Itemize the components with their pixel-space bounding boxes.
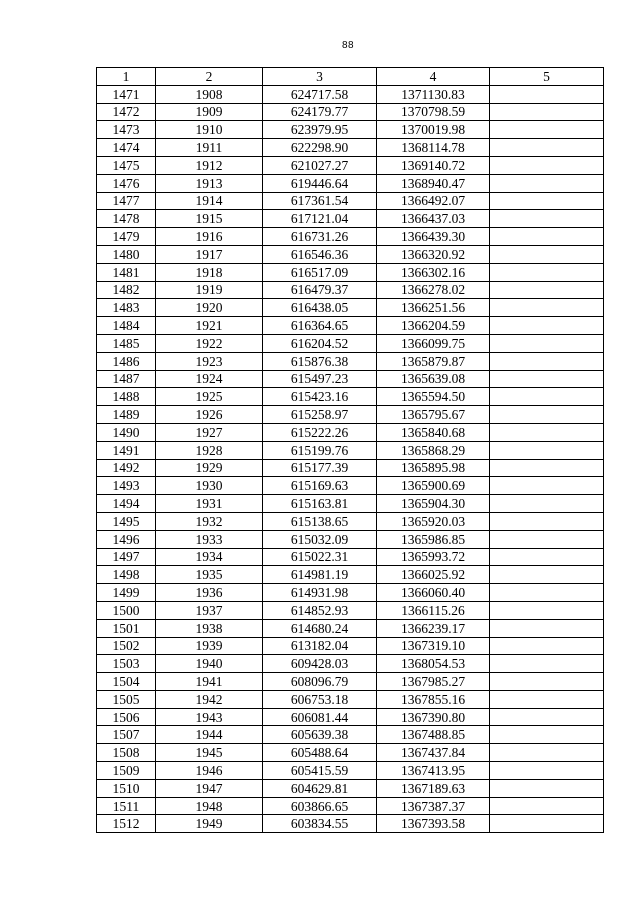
x-coordinate-cell: 616479.37 — [263, 281, 377, 299]
y-coordinate-cell: 1366320.92 — [377, 245, 490, 263]
table-row — [97, 495, 604, 513]
note-cell — [490, 797, 604, 815]
point-number-cell: 1949 — [156, 815, 263, 833]
row-index-cell: 1486 — [97, 352, 156, 370]
table-row — [97, 228, 604, 246]
table-row — [97, 566, 604, 584]
x-coordinate-cell: 614931.98 — [263, 584, 377, 602]
note-cell — [490, 637, 604, 655]
point-number-cell: 1940 — [156, 655, 263, 673]
y-coordinate-cell: 1370019.98 — [377, 121, 490, 139]
x-coordinate-cell: 605488.64 — [263, 744, 377, 762]
y-coordinate-cell: 1365993.72 — [377, 548, 490, 566]
row-index-cell: 1489 — [97, 406, 156, 424]
point-number-cell: 1915 — [156, 210, 263, 228]
table-row — [97, 210, 604, 228]
note-cell — [490, 566, 604, 584]
row-index-cell: 1488 — [97, 388, 156, 406]
note-cell — [490, 512, 604, 530]
column-header-2: 2 — [156, 68, 263, 86]
point-number-cell: 1946 — [156, 762, 263, 780]
note-cell — [490, 281, 604, 299]
point-number-cell: 1922 — [156, 334, 263, 352]
x-coordinate-cell: 609428.03 — [263, 655, 377, 673]
point-number-cell: 1929 — [156, 459, 263, 477]
point-number-cell: 1908 — [156, 85, 263, 103]
x-coordinate-cell: 615169.63 — [263, 477, 377, 495]
point-number-cell: 1928 — [156, 441, 263, 459]
note-cell — [490, 406, 604, 424]
x-coordinate-cell: 615222.26 — [263, 423, 377, 441]
y-coordinate-cell: 1365840.68 — [377, 423, 490, 441]
point-number-cell: 1938 — [156, 619, 263, 637]
x-coordinate-cell: 615177.39 — [263, 459, 377, 477]
x-coordinate-cell: 616364.65 — [263, 317, 377, 335]
y-coordinate-cell: 1366302.16 — [377, 263, 490, 281]
note-cell — [490, 779, 604, 797]
x-coordinate-cell: 617361.54 — [263, 192, 377, 210]
x-coordinate-cell: 623979.95 — [263, 121, 377, 139]
x-coordinate-cell: 606753.18 — [263, 690, 377, 708]
table-row — [97, 673, 604, 691]
y-coordinate-cell: 1365795.67 — [377, 406, 490, 424]
note-cell — [490, 441, 604, 459]
note-cell — [490, 299, 604, 317]
row-index-cell: 1512 — [97, 815, 156, 833]
note-cell — [490, 690, 604, 708]
table-row — [97, 459, 604, 477]
y-coordinate-cell: 1365895.98 — [377, 459, 490, 477]
y-coordinate-cell: 1365879.87 — [377, 352, 490, 370]
row-index-cell: 1494 — [97, 495, 156, 513]
point-number-cell: 1914 — [156, 192, 263, 210]
x-coordinate-cell: 615497.23 — [263, 370, 377, 388]
point-number-cell: 1934 — [156, 548, 263, 566]
note-cell — [490, 495, 604, 513]
y-coordinate-cell: 1368940.47 — [377, 174, 490, 192]
row-index-cell: 1479 — [97, 228, 156, 246]
x-coordinate-cell: 615138.65 — [263, 512, 377, 530]
note-cell — [490, 762, 604, 780]
row-index-cell: 1496 — [97, 530, 156, 548]
row-index-cell: 1511 — [97, 797, 156, 815]
table-row — [97, 619, 604, 637]
note-cell — [490, 334, 604, 352]
note-cell — [490, 245, 604, 263]
point-number-cell: 1921 — [156, 317, 263, 335]
table-row — [97, 548, 604, 566]
point-number-cell: 1924 — [156, 370, 263, 388]
point-number-cell: 1943 — [156, 708, 263, 726]
x-coordinate-cell: 606081.44 — [263, 708, 377, 726]
point-number-cell: 1920 — [156, 299, 263, 317]
note-cell — [490, 744, 604, 762]
table-row — [97, 512, 604, 530]
row-index-cell: 1508 — [97, 744, 156, 762]
note-cell — [490, 388, 604, 406]
note-cell — [490, 459, 604, 477]
note-cell — [490, 352, 604, 370]
note-cell — [490, 174, 604, 192]
table-row — [97, 103, 604, 121]
row-index-cell: 1482 — [97, 281, 156, 299]
row-index-cell: 1481 — [97, 263, 156, 281]
point-number-cell: 1927 — [156, 423, 263, 441]
y-coordinate-cell: 1366251.56 — [377, 299, 490, 317]
x-coordinate-cell: 615022.31 — [263, 548, 377, 566]
note-cell — [490, 708, 604, 726]
column-header-5: 5 — [490, 68, 604, 86]
row-index-cell: 1505 — [97, 690, 156, 708]
table-row — [97, 156, 604, 174]
table-row — [97, 601, 604, 619]
row-index-cell: 1509 — [97, 762, 156, 780]
point-number-cell: 1923 — [156, 352, 263, 370]
x-coordinate-cell: 614981.19 — [263, 566, 377, 584]
x-coordinate-cell: 616204.52 — [263, 334, 377, 352]
point-number-cell: 1942 — [156, 690, 263, 708]
y-coordinate-cell: 1370798.59 — [377, 103, 490, 121]
row-index-cell: 1471 — [97, 85, 156, 103]
x-coordinate-cell: 615163.81 — [263, 495, 377, 513]
table-row — [97, 815, 604, 833]
y-coordinate-cell: 1365986.85 — [377, 530, 490, 548]
row-index-cell: 1490 — [97, 423, 156, 441]
row-index-cell: 1487 — [97, 370, 156, 388]
y-coordinate-cell: 1365900.69 — [377, 477, 490, 495]
row-index-cell: 1495 — [97, 512, 156, 530]
point-number-cell: 1909 — [156, 103, 263, 121]
point-number-cell: 1937 — [156, 601, 263, 619]
y-coordinate-cell: 1367189.63 — [377, 779, 490, 797]
point-number-cell: 1945 — [156, 744, 263, 762]
table-row — [97, 281, 604, 299]
table-row — [97, 317, 604, 335]
row-index-cell: 1473 — [97, 121, 156, 139]
column-header-3: 3 — [263, 68, 377, 86]
row-index-cell: 1480 — [97, 245, 156, 263]
y-coordinate-cell: 1366204.59 — [377, 317, 490, 335]
x-coordinate-cell: 624179.77 — [263, 103, 377, 121]
x-coordinate-cell: 615032.09 — [263, 530, 377, 548]
y-coordinate-cell: 1366239.17 — [377, 619, 490, 637]
y-coordinate-cell: 1366115.26 — [377, 601, 490, 619]
row-index-cell: 1491 — [97, 441, 156, 459]
point-number-cell: 1916 — [156, 228, 263, 246]
y-coordinate-cell: 1367985.27 — [377, 673, 490, 691]
y-coordinate-cell: 1367855.16 — [377, 690, 490, 708]
y-coordinate-cell: 1371130.83 — [377, 85, 490, 103]
point-number-cell: 1933 — [156, 530, 263, 548]
table-row — [97, 655, 604, 673]
note-cell — [490, 673, 604, 691]
table-row — [97, 192, 604, 210]
note-cell — [490, 139, 604, 157]
x-coordinate-cell: 619446.64 — [263, 174, 377, 192]
point-number-cell: 1911 — [156, 139, 263, 157]
y-coordinate-cell: 1367488.85 — [377, 726, 490, 744]
x-coordinate-cell: 624717.58 — [263, 85, 377, 103]
note-cell — [490, 263, 604, 281]
note-cell — [490, 477, 604, 495]
y-coordinate-cell: 1368114.78 — [377, 139, 490, 157]
point-number-cell: 1910 — [156, 121, 263, 139]
row-index-cell: 1506 — [97, 708, 156, 726]
point-number-cell: 1917 — [156, 245, 263, 263]
point-number-cell: 1926 — [156, 406, 263, 424]
note-cell — [490, 548, 604, 566]
note-cell — [490, 370, 604, 388]
row-index-cell: 1483 — [97, 299, 156, 317]
note-cell — [490, 121, 604, 139]
note-cell — [490, 584, 604, 602]
table-row — [97, 744, 604, 762]
y-coordinate-cell: 1367390.80 — [377, 708, 490, 726]
note-cell — [490, 228, 604, 246]
table-row — [97, 174, 604, 192]
point-number-cell: 1932 — [156, 512, 263, 530]
note-cell — [490, 655, 604, 673]
table-row — [97, 245, 604, 263]
y-coordinate-cell: 1368054.53 — [377, 655, 490, 673]
table-row — [97, 352, 604, 370]
row-index-cell: 1504 — [97, 673, 156, 691]
table-row — [97, 121, 604, 139]
row-index-cell: 1478 — [97, 210, 156, 228]
x-coordinate-cell: 616546.36 — [263, 245, 377, 263]
page-number: 88 — [341, 40, 355, 51]
point-number-cell: 1944 — [156, 726, 263, 744]
point-number-cell: 1948 — [156, 797, 263, 815]
note-cell — [490, 103, 604, 121]
x-coordinate-cell: 603834.55 — [263, 815, 377, 833]
note-cell — [490, 317, 604, 335]
x-coordinate-cell: 615876.38 — [263, 352, 377, 370]
table-row — [97, 779, 604, 797]
y-coordinate-cell: 1367413.95 — [377, 762, 490, 780]
table-row — [97, 263, 604, 281]
y-coordinate-cell: 1366439.30 — [377, 228, 490, 246]
y-coordinate-cell: 1367393.58 — [377, 815, 490, 833]
table-row — [97, 441, 604, 459]
point-number-cell: 1936 — [156, 584, 263, 602]
row-index-cell: 1474 — [97, 139, 156, 157]
table-header-row — [97, 68, 604, 86]
note-cell — [490, 423, 604, 441]
table-row — [97, 530, 604, 548]
table-row — [97, 299, 604, 317]
x-coordinate-cell: 615199.76 — [263, 441, 377, 459]
point-number-cell: 1930 — [156, 477, 263, 495]
y-coordinate-cell: 1366099.75 — [377, 334, 490, 352]
row-index-cell: 1501 — [97, 619, 156, 637]
x-coordinate-cell: 605639.38 — [263, 726, 377, 744]
row-index-cell: 1477 — [97, 192, 156, 210]
note-cell — [490, 619, 604, 637]
y-coordinate-cell: 1365904.30 — [377, 495, 490, 513]
table-body — [97, 85, 604, 832]
table-row — [97, 477, 604, 495]
table-row — [97, 726, 604, 744]
row-index-cell: 1498 — [97, 566, 156, 584]
row-index-cell: 1507 — [97, 726, 156, 744]
table-row — [97, 406, 604, 424]
y-coordinate-cell: 1366060.40 — [377, 584, 490, 602]
y-coordinate-cell: 1365868.29 — [377, 441, 490, 459]
point-number-cell: 1939 — [156, 637, 263, 655]
row-index-cell: 1503 — [97, 655, 156, 673]
column-header-4: 4 — [377, 68, 490, 86]
x-coordinate-cell: 603866.65 — [263, 797, 377, 815]
table-row — [97, 388, 604, 406]
y-coordinate-cell: 1366437.03 — [377, 210, 490, 228]
point-number-cell: 1947 — [156, 779, 263, 797]
y-coordinate-cell: 1366492.07 — [377, 192, 490, 210]
x-coordinate-cell: 616517.09 — [263, 263, 377, 281]
row-index-cell: 1493 — [97, 477, 156, 495]
y-coordinate-cell: 1366278.02 — [377, 281, 490, 299]
x-coordinate-cell: 621027.27 — [263, 156, 377, 174]
note-cell — [490, 192, 604, 210]
table-row — [97, 85, 604, 103]
note-cell — [490, 601, 604, 619]
x-coordinate-cell: 605415.59 — [263, 762, 377, 780]
table-row — [97, 423, 604, 441]
note-cell — [490, 726, 604, 744]
note-cell — [490, 85, 604, 103]
y-coordinate-cell: 1367387.37 — [377, 797, 490, 815]
row-index-cell: 1497 — [97, 548, 156, 566]
x-coordinate-cell: 615423.16 — [263, 388, 377, 406]
point-number-cell: 1918 — [156, 263, 263, 281]
point-number-cell: 1941 — [156, 673, 263, 691]
coordinates-table — [96, 67, 604, 833]
x-coordinate-cell: 614680.24 — [263, 619, 377, 637]
row-index-cell: 1476 — [97, 174, 156, 192]
row-index-cell: 1475 — [97, 156, 156, 174]
table-row — [97, 708, 604, 726]
point-number-cell: 1912 — [156, 156, 263, 174]
x-coordinate-cell: 615258.97 — [263, 406, 377, 424]
row-index-cell: 1510 — [97, 779, 156, 797]
table-row — [97, 370, 604, 388]
x-coordinate-cell: 616731.26 — [263, 228, 377, 246]
table-row — [97, 797, 604, 815]
row-index-cell: 1499 — [97, 584, 156, 602]
y-coordinate-cell: 1369140.72 — [377, 156, 490, 174]
x-coordinate-cell: 614852.93 — [263, 601, 377, 619]
point-number-cell: 1919 — [156, 281, 263, 299]
column-header-1: 1 — [97, 68, 156, 86]
row-index-cell: 1500 — [97, 601, 156, 619]
note-cell — [490, 815, 604, 833]
note-cell — [490, 210, 604, 228]
y-coordinate-cell: 1367437.84 — [377, 744, 490, 762]
point-number-cell: 1913 — [156, 174, 263, 192]
y-coordinate-cell: 1365639.08 — [377, 370, 490, 388]
row-index-cell: 1502 — [97, 637, 156, 655]
table-row — [97, 334, 604, 352]
x-coordinate-cell: 617121.04 — [263, 210, 377, 228]
x-coordinate-cell: 608096.79 — [263, 673, 377, 691]
x-coordinate-cell: 604629.81 — [263, 779, 377, 797]
x-coordinate-cell: 616438.05 — [263, 299, 377, 317]
table-row — [97, 762, 604, 780]
table-row — [97, 637, 604, 655]
y-coordinate-cell: 1366025.92 — [377, 566, 490, 584]
note-cell — [490, 530, 604, 548]
x-coordinate-cell: 622298.90 — [263, 139, 377, 157]
row-index-cell: 1484 — [97, 317, 156, 335]
row-index-cell: 1492 — [97, 459, 156, 477]
y-coordinate-cell: 1365594.50 — [377, 388, 490, 406]
point-number-cell: 1925 — [156, 388, 263, 406]
table-row — [97, 690, 604, 708]
point-number-cell: 1931 — [156, 495, 263, 513]
note-cell — [490, 156, 604, 174]
row-index-cell: 1472 — [97, 103, 156, 121]
x-coordinate-cell: 613182.04 — [263, 637, 377, 655]
point-number-cell: 1935 — [156, 566, 263, 584]
table-row — [97, 584, 604, 602]
y-coordinate-cell: 1365920.03 — [377, 512, 490, 530]
table-row — [97, 139, 604, 157]
row-index-cell: 1485 — [97, 334, 156, 352]
y-coordinate-cell: 1367319.10 — [377, 637, 490, 655]
